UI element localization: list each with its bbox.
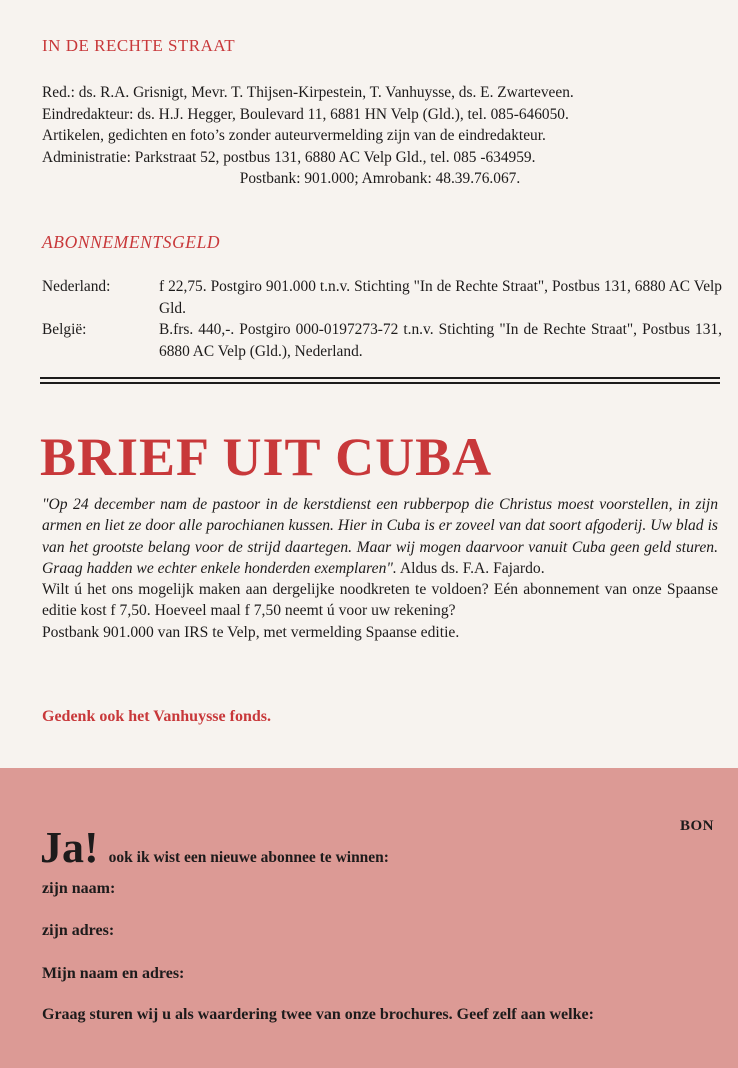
colofon-line: Artikelen, gedichten en foto’s zonder auteurvermelding zijn van de eindredakteur. [42, 127, 546, 144]
article-body [42, 494, 718, 643]
rate-label: Nederland: [42, 278, 111, 295]
article-title: BRIEF UIT CUBA [40, 427, 493, 487]
coupon-heading [40, 823, 389, 872]
colofon-line: Eindredakteur: ds. H.J. Hegger, Boulevard 11, 6881 HN Velp (Gld.), tel. 085-646050. [42, 105, 569, 123]
coupon-ja: Ja! [40, 823, 99, 872]
article-signature: Aldus ds. F.A. Fajardo. [399, 559, 545, 577]
coupon-bon-label: BON [679, 818, 714, 834]
coupon-name-field[interactable]: zijn naam: [42, 880, 116, 897]
subscription-rates [42, 276, 722, 362]
article-quote: "Op 24 december nam de pastoor in de kerstdienst een rubberpop die Christus moest voorstellen, in zijn armen en liet ze door alle parochianen kussen. Hier in Cuba is er zoveel van dat soort afgoderij. Uw blad is van het grootste belang voor de strijd daartegen. Maar wij mogen daarvoor vanuit Cuba geen geld sturen. Graag hadden we echter enkele honderden exemplaren". [42, 496, 718, 577]
rate-netherlands [42, 276, 722, 319]
divider-rule [40, 382, 720, 384]
subscription-heading: ABONNEMENTSGELD [42, 232, 221, 252]
fund-notice: Gedenk ook het Vanhuysse fonds. [42, 708, 271, 725]
masthead-title: IN DE RECHTE STRAAT [42, 36, 236, 55]
divider-rule [40, 377, 720, 379]
coupon-panel [0, 768, 738, 1068]
colofon-postbank: Postbank: 901.000; Amrobank: 48.39.76.067. [239, 170, 521, 187]
coupon-ja-text: ook ik wist een nieuwe abonnee te winnen: [108, 849, 389, 866]
colofon [42, 82, 718, 190]
colofon-line: Administratie: Parkstraat 52, postbus 131, 6880 AC Velp Gld., tel. 085 -634959. [42, 148, 536, 166]
article-postbank: Postbank 901.000 van IRS te Velp, met vermelding Spaanse editie. [42, 623, 460, 641]
coupon-own-address-field[interactable]: Mijn naam en adres: [42, 965, 185, 982]
coupon-closing-text: Graag sturen wij u als waardering twee van onze brochures. Geef zelf aan welke: [42, 1006, 594, 1023]
rate-text: B.frs. 440,-. Postgiro 000-0197273-72 t.n.v. Stichting "In de Rechte Straat", Postbus 131, 6880 AC Velp (Gld.), Nederland. [159, 321, 722, 360]
colofon-line: Red.: ds. R.A. Grisnigt, Mevr. T. Thijsen-Kirpestein, T. Vanhuysse, ds. E. Zwarteveen. [42, 84, 574, 101]
rate-text: f 22,75. Postgiro 901.000 t.n.v. Stichting "In de Rechte Straat", Postbus 131, 6880 AC Velp Gld. [159, 278, 722, 317]
rate-belgium [42, 319, 722, 362]
article-appeal: Wilt ú het ons mogelijk maken aan dergelijke noodkreten te voldoen? Eén abonnement van onze Spaanse editie kost f 7,50. Hoeveel maal f 7,50 neemt ú voor uw rekening? [42, 581, 718, 620]
coupon-address-field[interactable]: zijn adres: [42, 922, 115, 939]
rate-label: België: [42, 321, 87, 338]
